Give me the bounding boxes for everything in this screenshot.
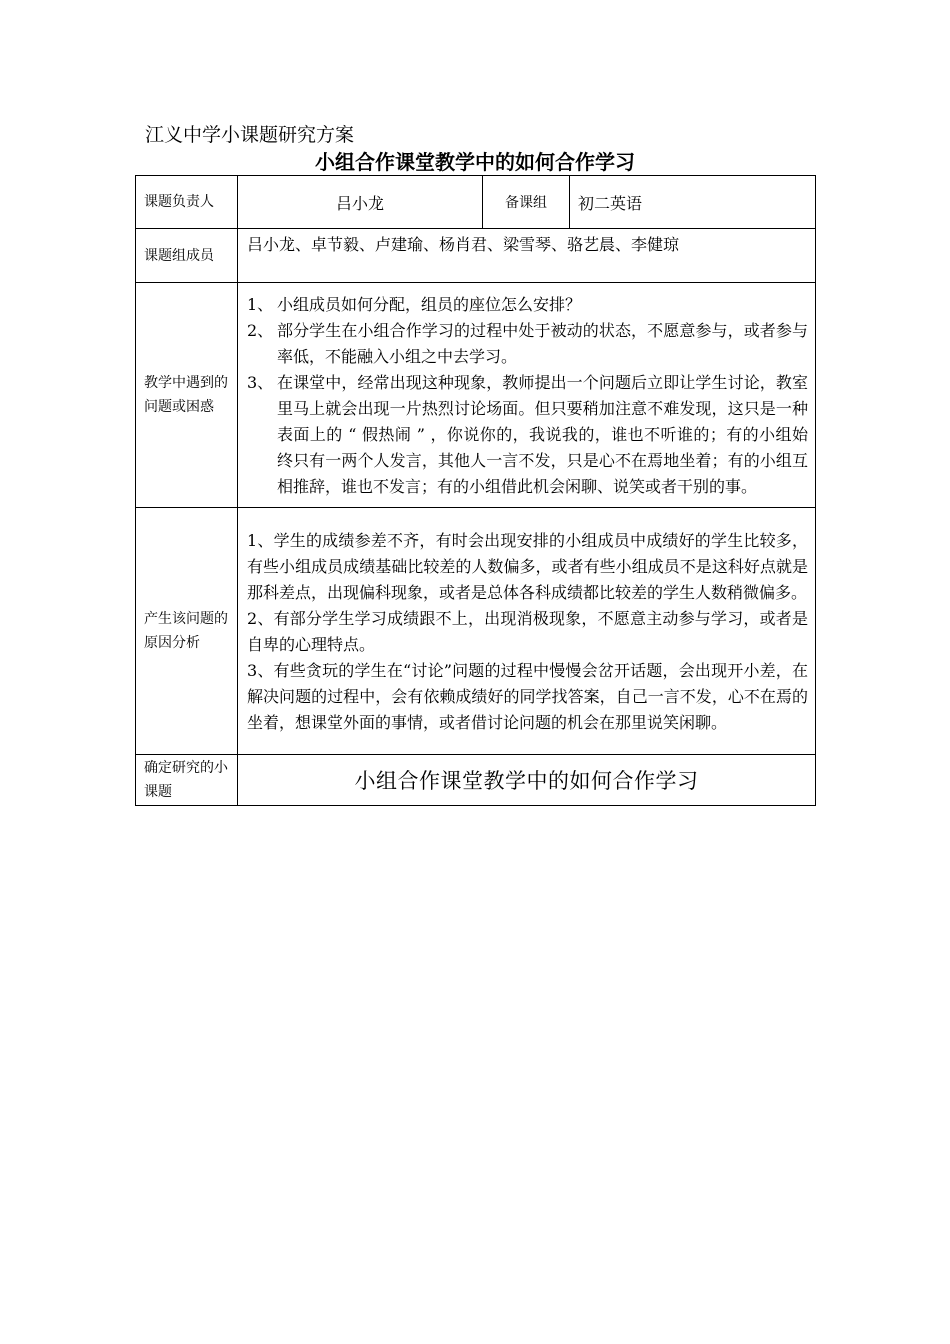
table-row-members [136, 229, 816, 283]
members-list: 吕小龙、卓节毅、卢建瑜、杨肖君、梁雪琴、骆艺晨、李健琼 [238, 229, 816, 283]
problem-number: 1、 [247, 295, 274, 314]
school-title: 江义中学小课题研究方案 [145, 124, 355, 146]
research-plan-table [135, 175, 816, 806]
problem-number: 3、 [247, 373, 274, 392]
cause-paragraph: 3、有些贪玩的学生在“讨论”问题的过程中慢慢会岔开话题，会出现开小差，在解决问题的过程中，会有依赖成绩好的同学找答案，自己一言不发，心不在焉的坐着，想课堂外面的事情，或者借讨论问题的机会在那里说笑闲聊。 [247, 661, 808, 732]
problem-item [247, 292, 808, 318]
document-title: 小组合作课堂教学中的如何合作学习 [315, 150, 635, 174]
topic-label: 确定研究的小课题 [136, 755, 238, 806]
problems-label: 教学中遇到的问题或困惑 [136, 283, 238, 508]
members-label: 课题组成员 [136, 229, 238, 283]
group-value: 初二英语 [570, 176, 816, 229]
topic-value: 小组合作课堂教学中的如何合作学习 [238, 755, 816, 806]
table-row-topic [136, 755, 816, 806]
problem-text: 小组成员如何分配，组员的座位怎么安排？ [277, 295, 582, 314]
causes-content [238, 508, 816, 755]
group-label: 备课组 [483, 176, 570, 229]
cause-paragraph: 1、学生的成绩参差不齐，有时会出现安排的小组成员中成绩好的学生比较多，有些小组成员成绩基础比较差的人数偏多，或者有些小组成员不是这科好点就是那科差点，出现偏科现象，或者是总体各科成绩都比较差的学生人数稍微偏多。 [247, 531, 808, 602]
leader-name: 吕小龙 [238, 176, 483, 229]
table-row-causes [136, 508, 816, 755]
problem-text: 在课堂中，经常出现这种现象，教师提出一个问题后立即让学生讨论，教室里马上就会出现一片热烈讨论场面。但只要稍加注意不难发现，这只是一种表面上的 “ 假热闹 ” ，你说你的，我说我的，谁也不听谁的；有的小组始终只有一两个人发言，其他人一言不发，只是心不在焉地坐着；有的小组互相推辞，谁也不发言；有的小组借此机会闲聊、说笑或者干别的事。 [277, 373, 808, 496]
table-row-problems [136, 283, 816, 508]
causes-label: 产生该问题的原因分析 [136, 508, 238, 755]
problems-content [238, 283, 816, 508]
problem-item [247, 318, 808, 370]
cause-paragraph: 2、有部分学生学习成绩跟不上，出现消极现象，不愿意主动参与学习，或者是自卑的心理特点。 [247, 609, 808, 654]
leader-label: 课题负责人 [136, 176, 238, 229]
problem-text: 部分学生在小组合作学习的过程中处于被动的状态，不愿意参与，或者参与率低，不能融入小组之中去学习。 [277, 321, 808, 366]
problem-item [247, 370, 808, 500]
table-row-leader [136, 176, 816, 229]
problem-number: 2、 [247, 321, 274, 340]
